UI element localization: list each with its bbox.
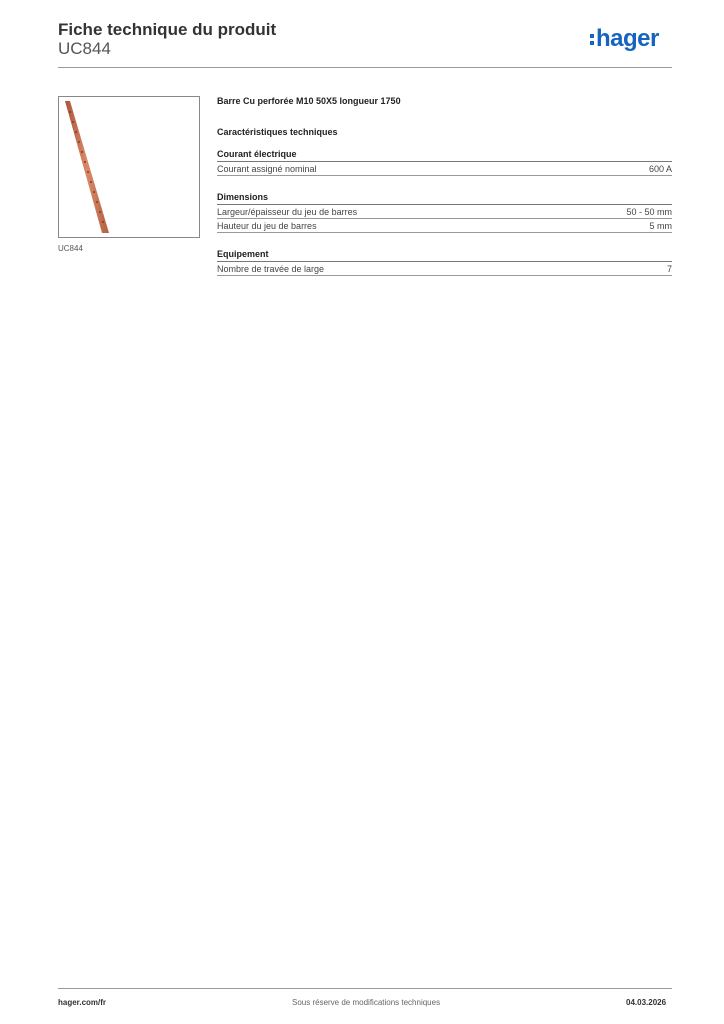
footer-note: Sous réserve de modifications techniques [292,998,441,1007]
spec-label: Hauteur du jeu de barres [217,221,317,231]
header-divider [58,67,672,68]
product-title: Barre Cu perforée M10 50X5 longueur 1750 [217,96,401,106]
spec-value: 5 mm [649,221,672,231]
footer-divider [58,988,672,989]
group-title-courant: Courant électrique [217,149,672,162]
spec-value: 50 - 50 mm [626,207,672,217]
spec-value: 7 [666,264,672,274]
group-title-dimensions: Dimensions [217,192,672,205]
spec-label: Nombre de travée de large [217,264,325,274]
footer-website-link[interactable]: hager.com/fr [58,998,107,1007]
spec-row [217,219,672,233]
logo-colon-icon [590,34,594,45]
spec-row [217,205,672,219]
image-caption: UC844 [58,244,83,253]
page-title: Fiche technique du produit [58,20,277,39]
spec-content [217,96,672,276]
hager-logo [590,27,659,51]
spec-row [217,162,672,176]
spec-heading: Caractéristiques techniques [217,127,338,137]
spec-label: Largeur/épaisseur du jeu de barres [217,207,358,217]
spec-value: 600 A [648,164,672,174]
product-reference: UC844 [58,39,111,58]
group-title-equipement: Equipement [217,249,672,262]
spec-label: Courant assigné nominal [217,164,317,174]
copper-busbar-icon [59,97,199,237]
logo-text: hager [596,25,659,52]
spec-row [217,262,672,276]
footer-date: 04.03.2026 [626,998,667,1007]
product-image [58,96,200,238]
